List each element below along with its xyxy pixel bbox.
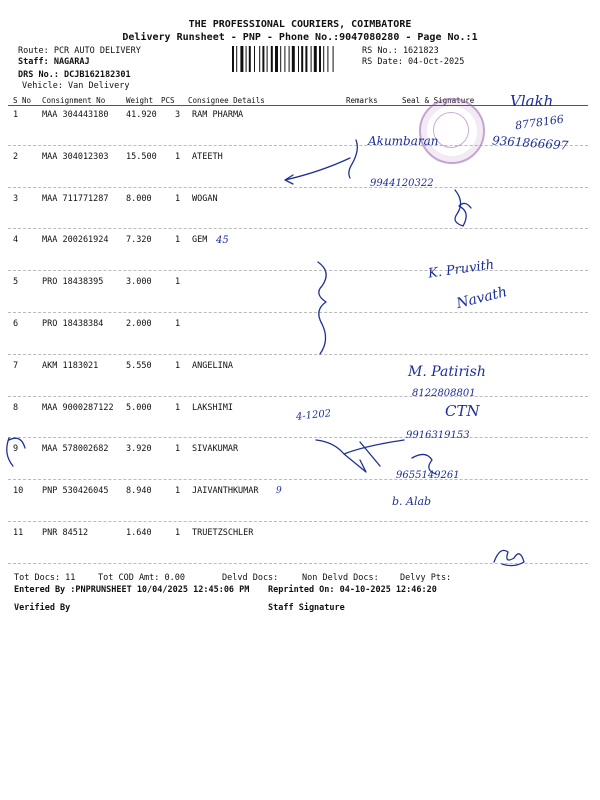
cell-weight: 7.320 [126,235,152,246]
cell-weight: 2.000 [126,319,152,329]
cell-consignment-no: PNR 84512 [42,528,89,538]
cell-sno: 11 [13,528,24,538]
arrow-row9 [316,440,404,472]
cell-weight: 5.000 [126,402,152,413]
cell-consignment-no: MAA 578002682 [42,444,109,455]
cell-sno: 1 [13,110,19,120]
handwritten-signature-row10: b. Alab [392,495,432,508]
handwritten-signature-row6: Navath [454,284,509,312]
handwritten-number-row2: 9361866697 [491,133,569,153]
rs-number: RS No.: 1621823 [362,46,439,56]
cell-consignee: LAKSHIMI [192,402,233,413]
circle-row9 [7,438,25,466]
col-header-consignee: Consignee Details [188,96,265,105]
arrow-row2 [285,158,350,184]
cell-weight: 15.500 [126,151,157,162]
handwritten-text-row8: CTN [445,402,480,420]
non-delivered-docs: Non Delvd Docs: [302,573,379,583]
staff-label: Staff: NAGARAJ [18,57,90,67]
handwritten-signature-row1: Vlakh [510,92,554,110]
cell-consignment-no: MAA 711771287 [42,193,109,204]
cell-pcs: 1 [175,486,181,497]
col-header-sno: S No [13,96,32,105]
cell-weight: 8.000 [126,193,152,204]
cell-sno: 2 [13,151,19,162]
col-header-weight: Weight [126,96,154,105]
cell-consignment-no: MAA 200261924 [42,235,109,246]
cell-pcs: 1 [175,277,181,288]
brace-rows4-6 [318,262,326,354]
handwritten-signature-row7: M. Patirish [408,364,486,380]
cell-sno: 5 [13,277,19,288]
col-header-seal-signature: Seal & Signature [402,96,475,105]
cell-pcs: 1 [175,151,181,162]
cell-consignment-no: MAA 304443180 [42,110,109,120]
cell-sno: 8 [13,402,19,413]
cell-consignee: ANGELINA [192,360,233,371]
vehicle-label: Vehicle: Van Delivery [22,81,130,91]
cell-sno: 9 [13,444,19,455]
staff-signature: Staff Signature [268,603,345,613]
handwritten-phone-row3: 9944120322 [370,178,434,189]
cell-weight: 8.940 [126,486,152,497]
handwritten-gem-suffix: 45 [216,235,229,246]
cell-consignee: TRUETZSCHLER [192,528,254,538]
cell-consignee: JAIVANTHKUMAR [192,486,259,497]
route-label: Route: PCR AUTO DELIVERY [18,46,141,56]
cell-weight: 3.000 [126,277,152,288]
signature-row11 [494,550,524,565]
rs-date: RS Date: 04-Oct-2025 [362,57,465,67]
handwritten-jaivanth-suffix: 9 [276,486,282,496]
handwritten-number-row1: 8778166 [514,112,565,133]
col-header-remarks: Remarks [346,96,378,105]
cell-weight: 3.920 [126,444,152,455]
cell-consignment-no: PRO 18438384 [42,319,104,329]
cell-consignment-no: MAA 304012303 [42,151,109,162]
cell-consignee: ATEETH [192,151,223,162]
total-cod-amount: Tot COD Amt: 0.00 [98,573,185,583]
cell-consignee: GEM [192,235,208,246]
handwritten-note-row9: 4-1202 [295,408,332,423]
cell-pcs: 1 [175,193,181,204]
cell-consignment-no: AKM 1183021 [42,360,99,371]
cell-weight: 41.920 [126,110,157,120]
cell-pcs: 1 [175,528,181,538]
cell-pcs: 3 [175,110,181,120]
handwritten-number-row9: 9916319153 [406,430,470,441]
cell-weight: 1.640 [126,528,152,538]
cell-consignee: SIVAKUMAR [192,444,239,455]
handwritten-number-row9b: 9655149261 [396,470,460,481]
cell-consignment-no: PNP 530426045 [42,486,109,497]
cell-pcs: 1 [175,360,181,371]
col-header-pcs: PCS [161,96,175,105]
drs-number: DRS No.: DCJB162182301 [18,70,131,80]
cell-consignment-no: MAA 9000287122 [42,402,114,413]
cell-consignee: RAM PHARMA [192,110,244,120]
cell-pcs: 1 [175,319,181,329]
cell-pcs: 1 [175,235,181,246]
scribble-row2 [349,140,357,178]
cell-sno: 6 [13,319,19,329]
cell-sno: 10 [13,486,24,497]
handwritten-number-row8: 8122808801 [412,388,476,399]
delivered-docs: Delvd Docs: [222,573,279,583]
company-title: THE PROFESSIONAL COURIERS, COIMBATORE [188,19,412,30]
handwritten-signature-row2: Akumbaran [368,134,439,148]
cell-pcs: 1 [175,444,181,455]
total-docs: Tot Docs: 11 [14,573,76,583]
cell-sno: 3 [13,193,19,204]
handwritten-signature-row5: K. Pruvith [427,257,496,282]
delivery-points: Delvy Pts: [400,573,452,583]
cell-sno: 7 [13,360,19,371]
cell-consignee: WOGAN [192,193,218,204]
cell-consignment-no: PRO 18438395 [42,277,104,288]
reprinted-on: Reprinted On: 04-10-2025 12:46:20 [268,585,437,595]
entered-by: Entered By :PNPRUNSHEET 10/04/2025 12:45:06 PM [14,585,250,595]
cell-sno: 4 [13,235,19,246]
signature-row3 [455,190,471,226]
verified-by: Verified By [14,603,71,613]
cell-weight: 5.550 [126,360,152,371]
cell-pcs: 1 [175,402,181,413]
col-header-consignment: Consignment No [42,96,106,105]
runsheet-subtitle: Delivery Runsheet - PNP - Phone No.:9047080280 - Page No.:1 [122,32,478,43]
